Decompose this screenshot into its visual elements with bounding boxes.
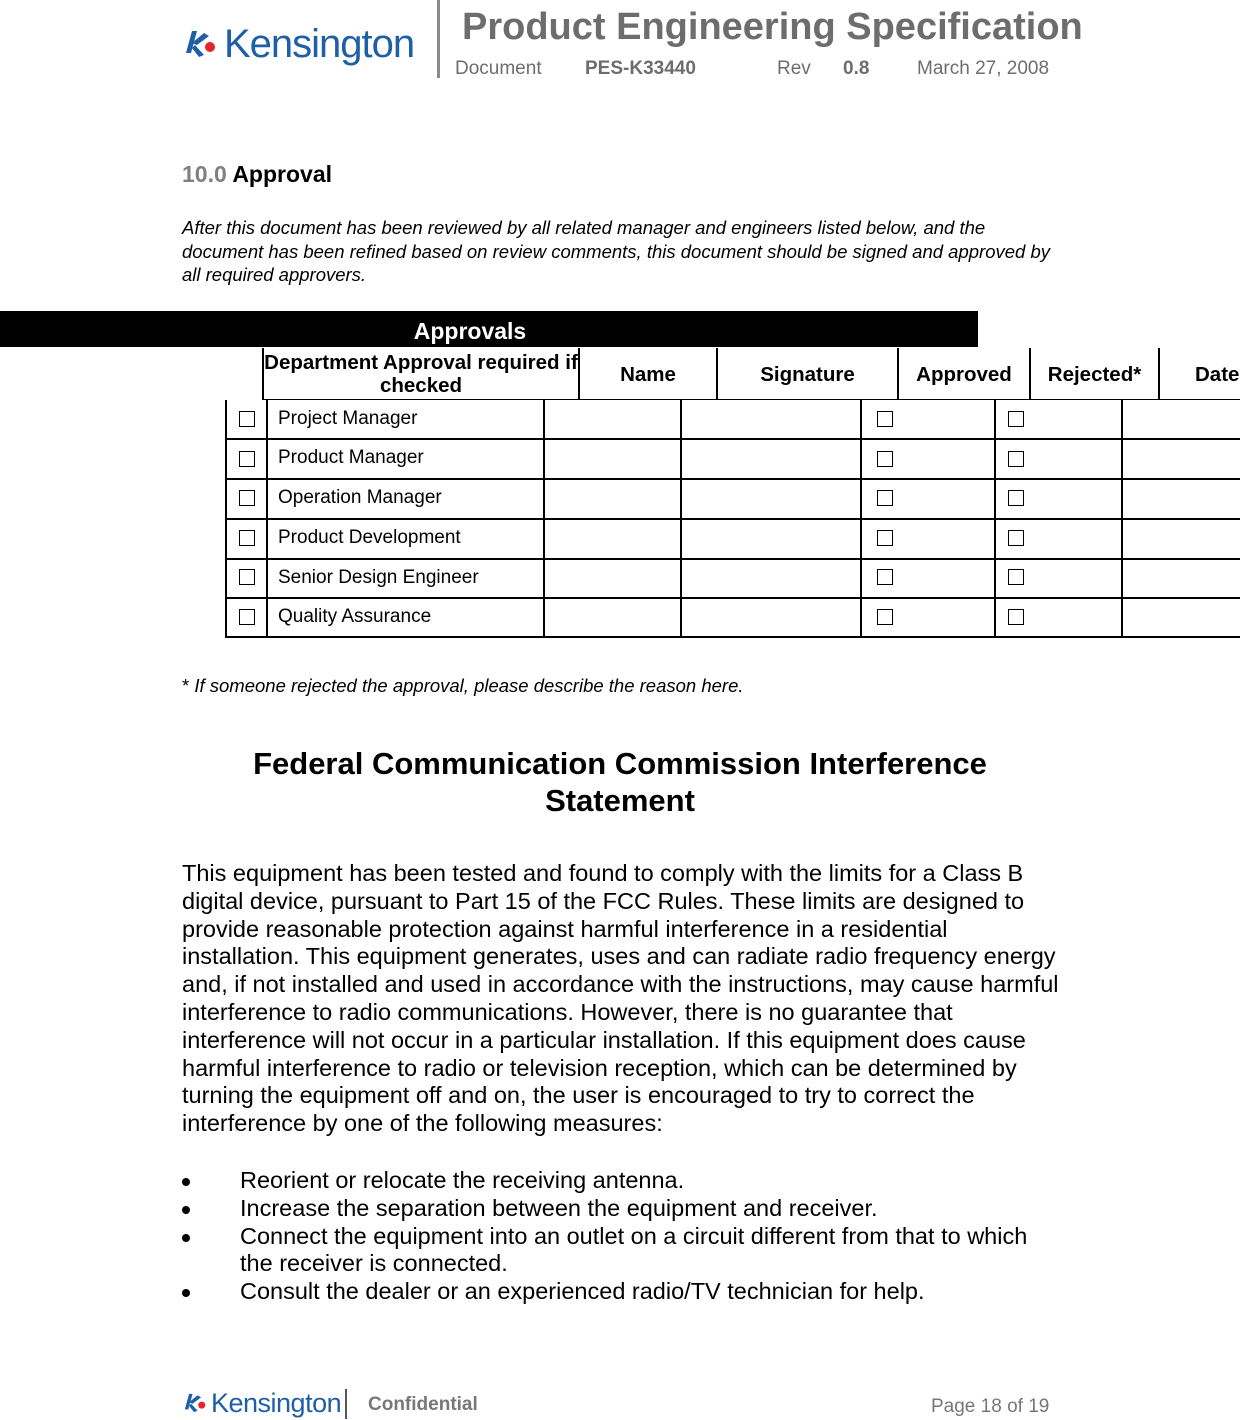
row-divider: [226, 478, 1240, 480]
rev-value: 0.8: [843, 58, 870, 79]
column-divider: [225, 400, 227, 638]
column-header-date: Date: [1158, 348, 1240, 400]
row-divider: [226, 636, 1240, 638]
document-title: Product Engineering Specification: [462, 6, 1083, 48]
bullet-icon: [182, 1234, 190, 1242]
column-divider: [994, 400, 996, 638]
approvals-title-bar: [0, 311, 978, 347]
kensington-logo-icon: [182, 1391, 206, 1415]
rejected-checkbox[interactable]: [1008, 530, 1024, 546]
list-item: [182, 1278, 1062, 1306]
column-header-signature: Signature: [716, 348, 897, 400]
approval-row-label: Product Manager: [278, 447, 424, 468]
approval-row-label: Quality Assurance: [278, 606, 432, 627]
fcc-measures-list: [182, 1167, 1062, 1306]
rejection-note-text: If someone rejected the approval, please describe the reason here.: [194, 675, 744, 696]
fcc-statement-title: Federal Communication Commission Interference Statement: [253, 746, 987, 818]
list-item: [182, 1195, 1062, 1223]
fcc-statement-body: This equipment has been tested and found to comply with the limits for a Class B digital device, pursuant to Part 15 of the FCC Rules. These limits are designed to provide reasonable protection against harmful interference in a residential installation. This equipment generates, uses and can radiate radio frequency energy and, if not installed and used in accordance with the instructions, may cause harmful interference to radio communications. However, there is no guarantee that interference will not occur in a particular installation. If this equipment does cause harmful interference to radio or television reception, which can be determined by turning the equipment off and on, the user is encouraged to try to correct the interference by one of the following measures:: [182, 860, 1059, 1137]
bullet-icon: [182, 1178, 190, 1186]
document-date: March 27, 2008: [917, 58, 1050, 79]
section-title: Approval: [232, 161, 332, 187]
column-header-department: Department Approval required if checked: [262, 348, 578, 400]
header-divider: [437, 0, 440, 78]
rejected-checkbox[interactable]: [1008, 569, 1024, 585]
approved-checkbox[interactable]: [877, 490, 893, 506]
list-item: [182, 1167, 1062, 1195]
approved-checkbox[interactable]: [877, 530, 893, 546]
row-divider: [226, 518, 1240, 520]
rejected-checkbox[interactable]: [1008, 411, 1024, 427]
header-row-divider: [262, 399, 1240, 400]
row-divider: [226, 558, 1240, 560]
approval-row-label: Project Manager: [278, 408, 418, 429]
section-heading: [182, 161, 332, 188]
column-header-name: Name: [578, 348, 716, 400]
footer-divider: [345, 1389, 347, 1419]
kensington-logo-icon: [182, 27, 216, 61]
rejected-checkbox[interactable]: [1008, 490, 1024, 506]
approval-row-label: Senior Design Engineer: [278, 567, 479, 588]
section-intro: After this document has been reviewed by all related manager and engineers listed below, and the document has been refined based on review comments, this document should be signed and approved by all required approvers.: [182, 217, 1050, 285]
rejection-note-asterisk: *: [182, 675, 190, 696]
footer-kensington-logo: [182, 1386, 341, 1420]
column-divider: [543, 400, 545, 638]
column-divider: [860, 400, 862, 638]
kensington-logo: [182, 18, 414, 70]
column-header-rejected: Rejected*: [1029, 348, 1158, 400]
required-checkbox[interactable]: [239, 451, 255, 467]
approvals-title: Approvals: [413, 318, 527, 344]
column-divider: [680, 400, 682, 638]
confidential-label: Confidential: [368, 1394, 478, 1415]
document-id: PES-K33440: [585, 58, 696, 79]
rejected-checkbox[interactable]: [1008, 609, 1024, 625]
list-item: [182, 1223, 1062, 1279]
measure-text: Reorient or relocate the receiving antenna.: [240, 1167, 685, 1193]
document-label: Document: [455, 58, 542, 79]
required-checkbox[interactable]: [239, 609, 255, 625]
required-checkbox[interactable]: [239, 411, 255, 427]
approved-checkbox[interactable]: [877, 609, 893, 625]
section-number: 10.0: [182, 161, 227, 187]
required-checkbox[interactable]: [239, 530, 255, 546]
approval-row-label: Product Development: [278, 527, 461, 548]
column-divider: [1121, 400, 1123, 638]
page-number: Page 18 of 19: [931, 1396, 1050, 1417]
approved-checkbox[interactable]: [877, 569, 893, 585]
approved-checkbox[interactable]: [877, 451, 893, 467]
measure-text: Consult the dealer or an experienced radio/TV technician for help.: [240, 1278, 925, 1305]
row-divider: [226, 438, 1240, 440]
approved-checkbox[interactable]: [877, 411, 893, 427]
bullet-icon: [182, 1206, 190, 1214]
rejection-note: [182, 675, 744, 697]
rejected-checkbox[interactable]: [1008, 451, 1024, 467]
row-divider: [226, 597, 1240, 599]
bullet-icon: [182, 1289, 190, 1297]
measure-text: Connect the equipment into an outlet on a circuit different from that to which the receiver is connected.: [240, 1222, 1028, 1277]
required-checkbox[interactable]: [239, 569, 255, 585]
column-header-approved: Approved: [897, 348, 1029, 400]
measure-text: Increase the separation between the equipment and receiver.: [240, 1194, 878, 1221]
rev-label: Rev: [777, 58, 811, 79]
footer-logo-wordmark: Kensington: [211, 1387, 342, 1418]
logo-wordmark: Kensington: [224, 21, 415, 66]
required-checkbox[interactable]: [239, 490, 255, 506]
column-divider: [266, 400, 268, 638]
approval-row-label: Operation Manager: [278, 487, 442, 508]
